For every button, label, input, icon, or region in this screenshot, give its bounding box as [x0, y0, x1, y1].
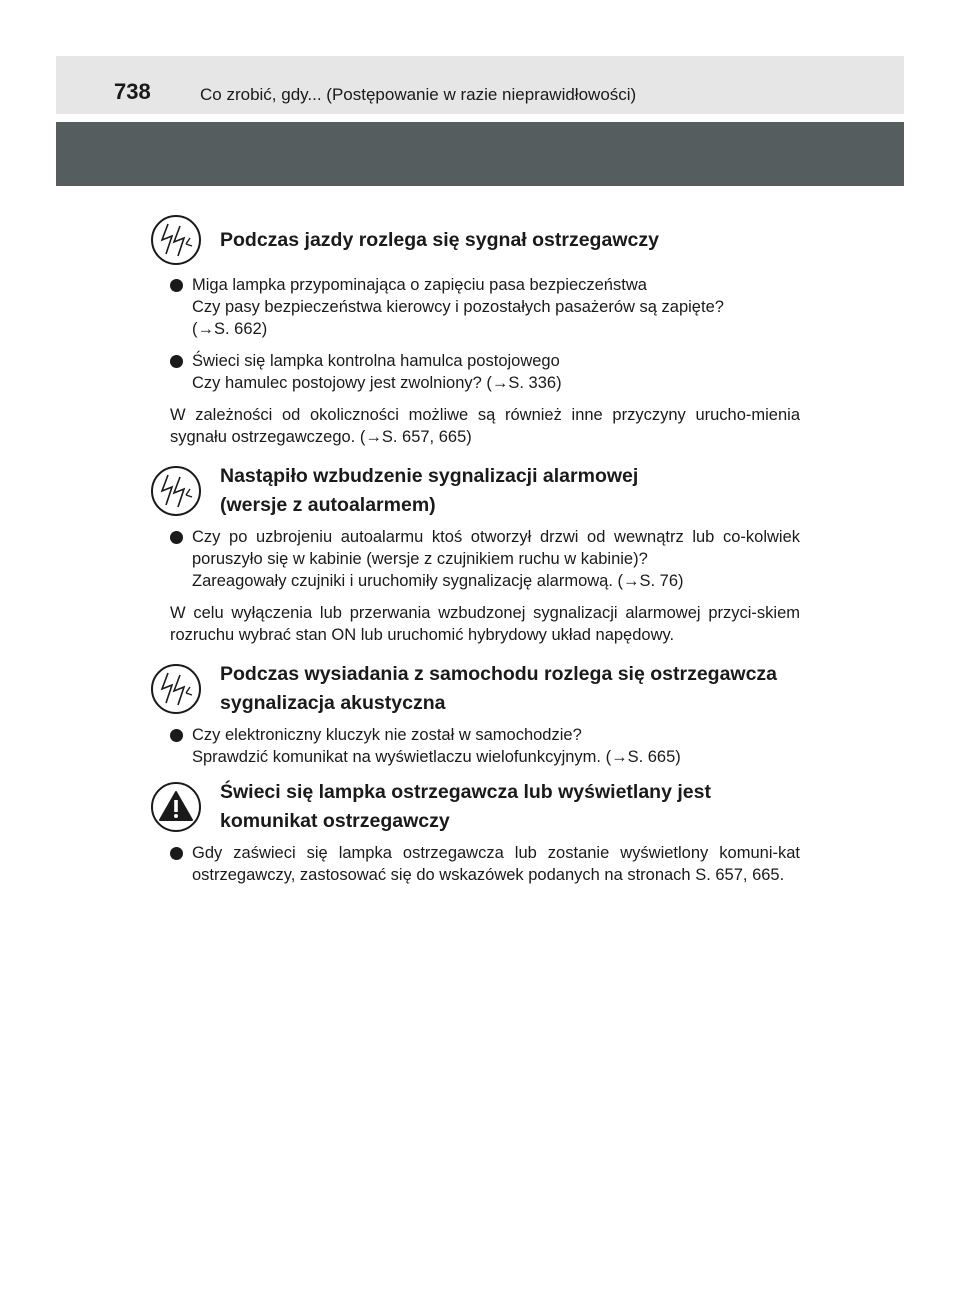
- bullet-icon: [170, 279, 183, 292]
- section-title: Podczas jazdy rozlega się sygnał ostrzegawczy: [220, 228, 659, 251]
- section-banner: [56, 122, 904, 186]
- lightning-warning-icon: [150, 465, 202, 517]
- bullet-icon: [170, 847, 183, 860]
- bullet-list: [150, 526, 800, 592]
- section-exit-warning: [150, 660, 800, 768]
- content-area: [150, 212, 800, 896]
- list-item: Gdy zaświeci się lampka ostrzegawcza lub zostanie wyświetlony komuni-kat ostrzegawczy, zastosować się do wskazówek podanych na stronach S. 657, 665.: [150, 842, 800, 886]
- lightning-warning-icon: [150, 214, 202, 266]
- exclamation-triangle-icon: [150, 781, 202, 833]
- section-alarm-triggered: [150, 462, 800, 646]
- list-item: Świeci się lampka kontrolna hamulca postojowego Czy hamulec postojowy jest zwolniony? (→S. 336): [150, 350, 800, 394]
- section-title: Nastąpiło wzbudzenie sygnalizacji alarmowej (wersje z autoalarmem): [220, 465, 639, 516]
- bullet-icon: [170, 355, 183, 368]
- section-heading: [150, 660, 800, 718]
- header-title: Co zrobić, gdy... (Postępowanie w razie nieprawidłowości): [200, 85, 637, 104]
- bullet-list: [150, 724, 800, 768]
- bullet-icon: [170, 729, 183, 742]
- lightning-warning-icon: [150, 663, 202, 715]
- section-heading: [150, 462, 800, 520]
- bullet-list: [150, 842, 800, 886]
- section-note: W zależności od okoliczności możliwe są również inne przyczyny urucho-mienia sygnału ostrzegawczego. (→S. 657, 665): [170, 406, 800, 446]
- list-item: Czy po uzbrojeniu autoalarmu ktoś otworzył drzwi od wewnątrz lub co-kolwiek poruszyło się w kabinie (wersje z czujnikiem ruchu w kabinie)? Zareagowały czujniki i uruchomiły sygnalizację alarmową. (→S. 76): [150, 526, 800, 592]
- bullet-list: [150, 274, 800, 394]
- bullet-icon: [170, 531, 183, 544]
- section-title: Świeci się lampka ostrzegawcza lub wyświetlany jest komunikat ostrzegawczy: [220, 781, 711, 832]
- section-heading: [150, 212, 800, 268]
- list-item: Czy elektroniczny kluczyk nie został w samochodzie? Sprawdzić komunikat na wyświetlaczu wielofunkcyjnym. (→S. 665): [150, 724, 800, 768]
- list-item: Miga lampka przypominająca o zapięciu pasa bezpieczeństwa Czy pasy bezpieczeństwa kierowcy i pozostałych pasażerów są zapięte? (→S. 662): [150, 274, 800, 340]
- page-number: 738: [114, 79, 151, 104]
- section-heading: [150, 778, 800, 836]
- section-title: Podczas wysiadania z samochodu rozlega się ostrzegawcza sygnalizacja akustyczna: [220, 663, 778, 714]
- section-warning-light: [150, 778, 800, 886]
- section-seatbelt-parking-warning: [150, 212, 800, 448]
- section-note: W celu wyłączenia lub przerwania wzbudzonej sygnalizacji alarmowej przyci-skiem rozruchu wybrać stan ON lub uruchomić hybrydowy układ napędowy.: [170, 604, 800, 644]
